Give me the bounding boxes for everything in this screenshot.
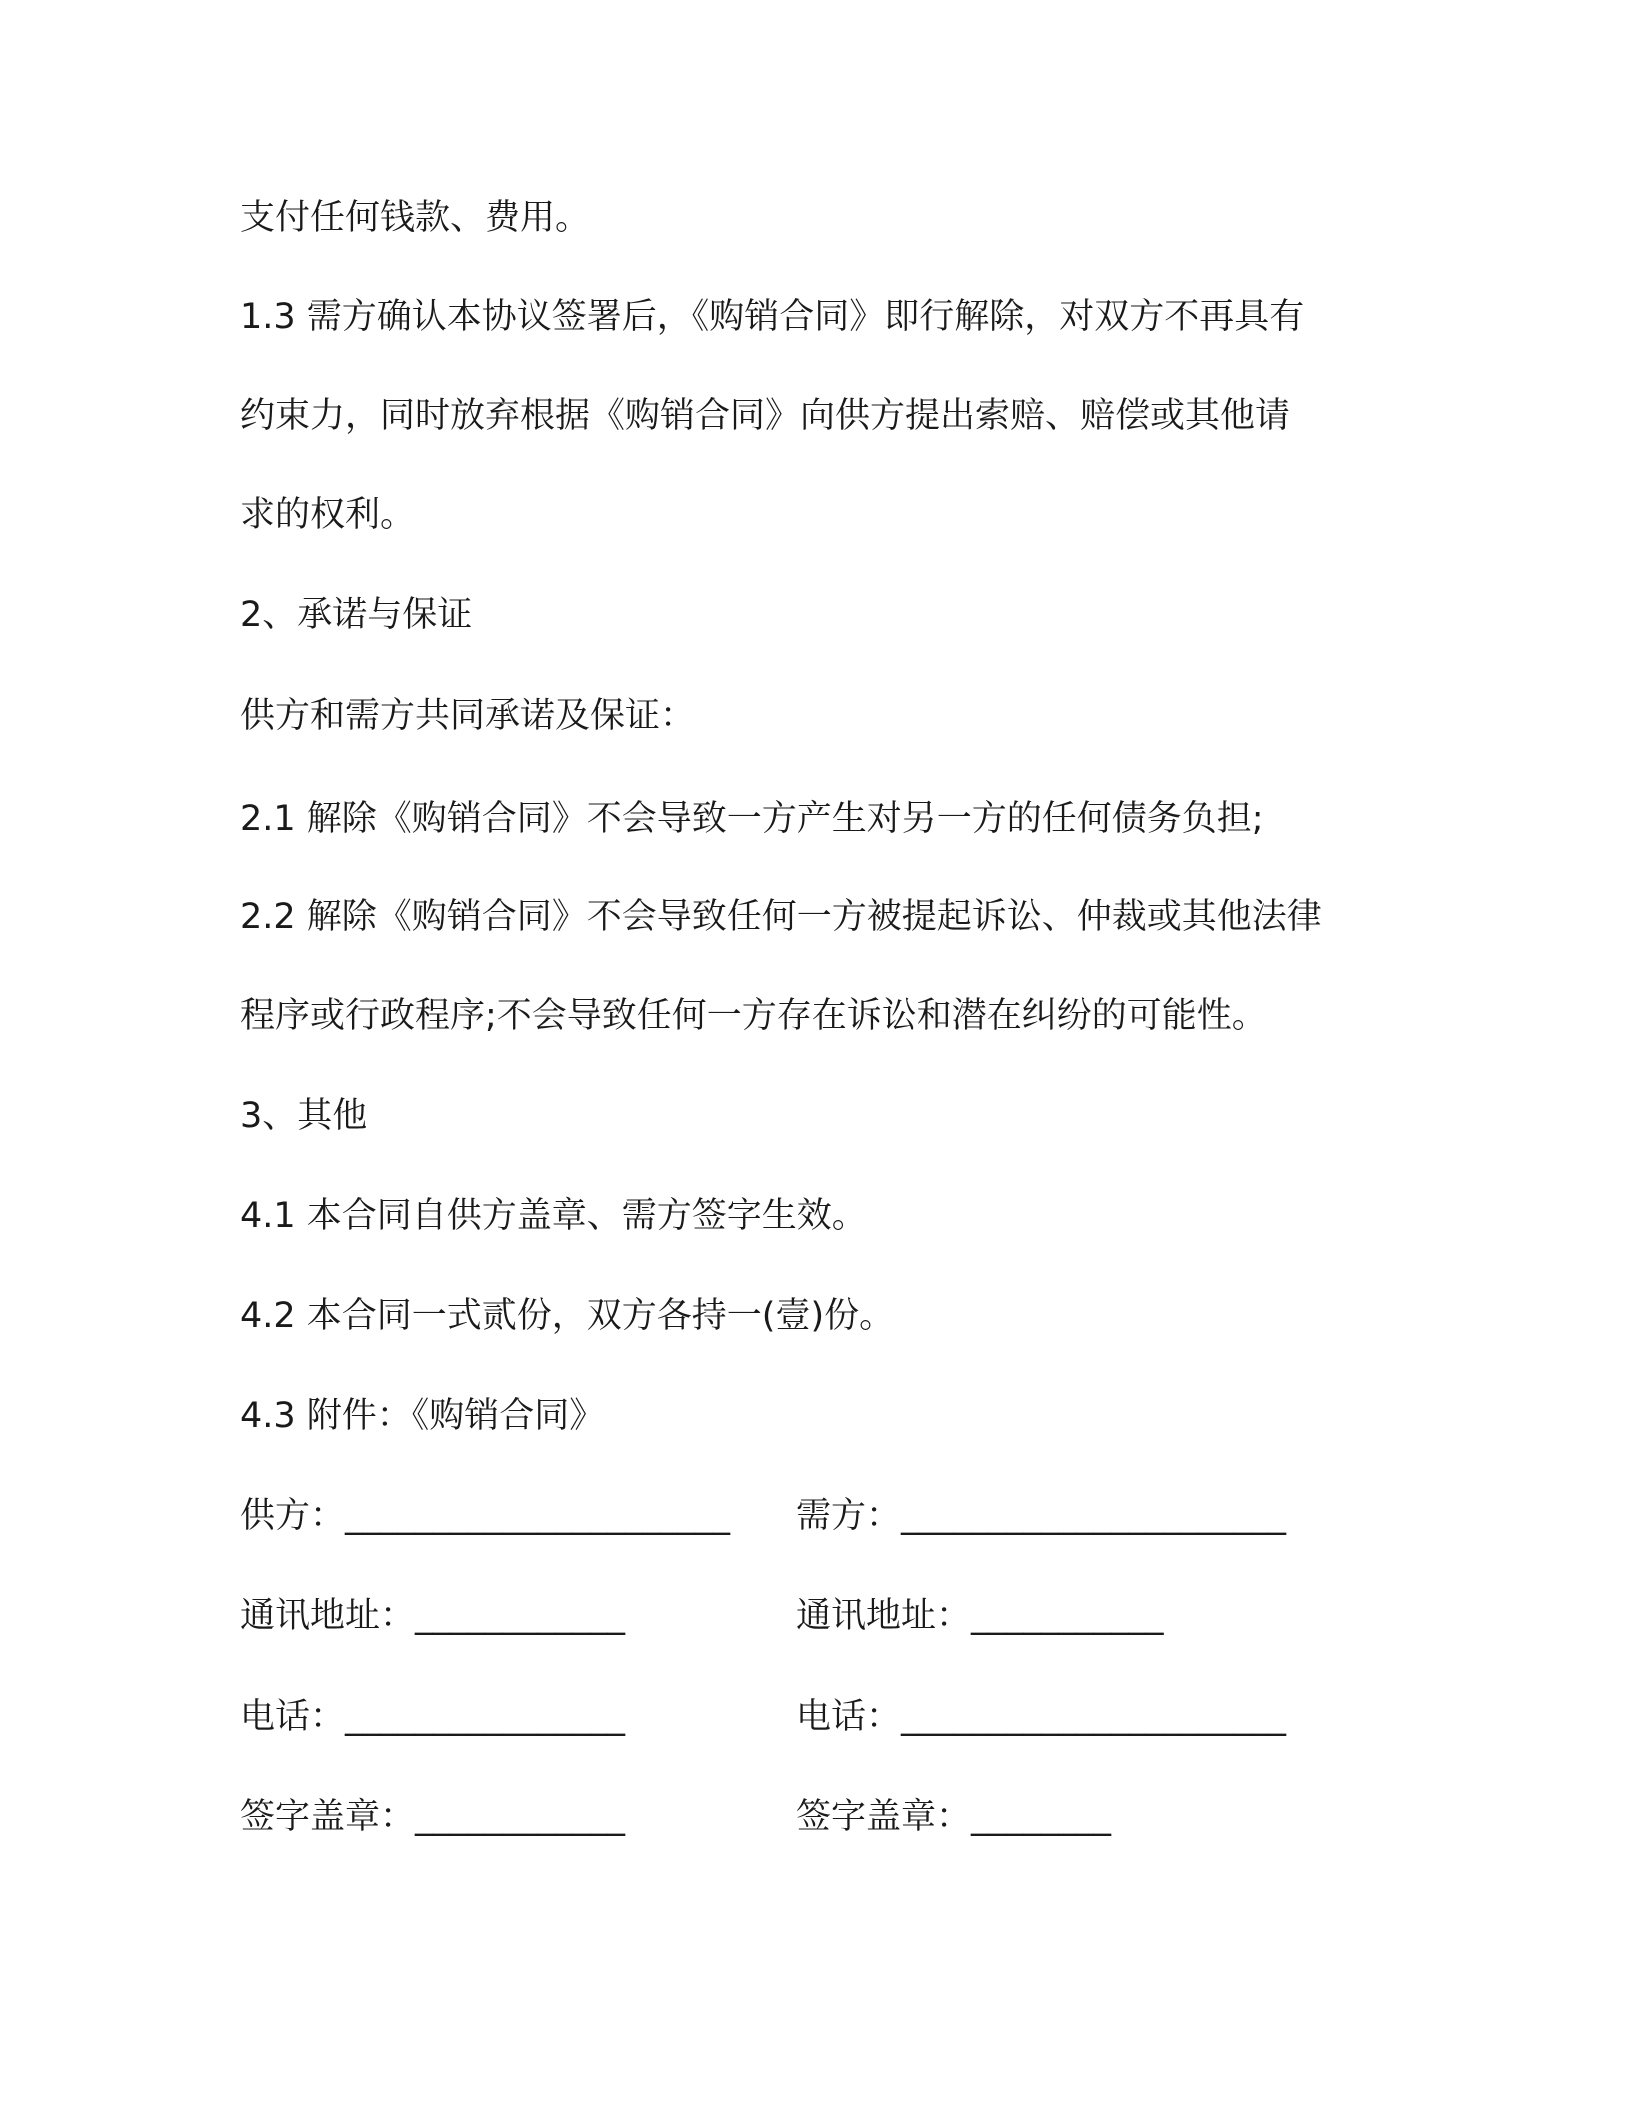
supplier-signature-field: 签字盖章：____________: [240, 1797, 626, 1837]
clause-1-3-line-3: 求的权利。: [240, 495, 416, 535]
paragraph-line: 支付任何钱款、费用。: [240, 198, 591, 238]
supplier-address-field: 通讯地址：____________: [240, 1596, 626, 1636]
section-heading-3: 3、其他: [240, 1096, 368, 1136]
section-2-intro: 供方和需方共同承诺及保证：: [240, 696, 696, 736]
clause-1-3-line-1: 1.3 需方确认本协议签署后，《购销合同》即行解除，对双方不再具有: [240, 297, 1305, 337]
clause-4-2: 4.2 本合同一式贰份，双方各持一(壹)份。: [240, 1296, 895, 1336]
clause-4-1: 4.1 本合同自供方盖章、需方签字生效。: [240, 1196, 867, 1236]
buyer-phone-field: 电话：______________________: [796, 1697, 1287, 1737]
clause-4-3: 4.3 附件：《购销合同》: [240, 1396, 605, 1436]
buyer-field: 需方：______________________: [796, 1496, 1287, 1536]
clause-2-1: 2.1 解除《购销合同》不会导致一方产生对另一方的任何债务负担;: [240, 799, 1264, 839]
clause-2-2-line-2: 程序或行政程序;不会导致任何一方存在诉讼和潜在纠纷的可能性。: [240, 996, 1267, 1036]
supplier-phone-field: 电话：________________: [240, 1697, 626, 1737]
buyer-address-field: 通讯地址：___________: [796, 1596, 1164, 1636]
supplier-field: 供方：______________________: [240, 1496, 731, 1536]
buyer-signature-field: 签字盖章：________: [796, 1797, 1112, 1837]
clause-2-2-line-1: 2.2 解除《购销合同》不会导致任何一方被提起诉讼、仲裁或其他法律: [240, 897, 1322, 937]
section-heading-2: 2、承诺与保证: [240, 595, 473, 635]
clause-1-3-line-2: 约束力，同时放弃根据《购销合同》向供方提出索赔、赔偿或其他请: [240, 396, 1291, 436]
